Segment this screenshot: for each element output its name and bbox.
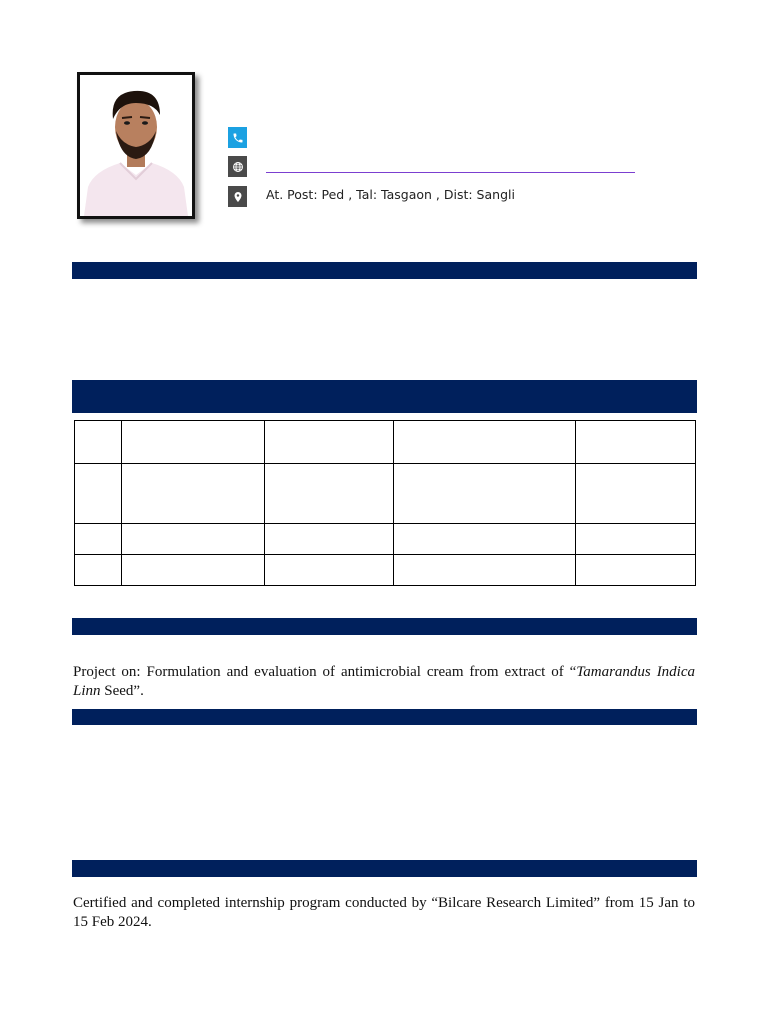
table-cell [75, 524, 122, 555]
phone-icon [228, 127, 247, 148]
section-header-bar-3 [72, 618, 697, 635]
project-prefix: Project on: Formulation and evaluation of antimicrobial cream from extract of “ [73, 664, 577, 680]
table-cell [122, 421, 265, 464]
table-cell [265, 555, 394, 586]
table-cell [75, 421, 122, 464]
table-cell [75, 555, 122, 586]
table-row [75, 464, 696, 524]
section-header-bar-2 [72, 380, 697, 413]
project-species: Tamarandus Indica Linn [73, 664, 696, 699]
table-cell [576, 464, 696, 524]
internship-paragraph: Certified and completed internship program conducted by “Bilcare Research Limited” from 15 Jan to 15 Feb 2024. [73, 895, 695, 930]
table-cell [75, 464, 122, 524]
table-cell [394, 421, 576, 464]
table-cell [265, 464, 394, 524]
map-pin-icon [228, 186, 247, 207]
address-text: At. Post: Ped , Tal: Tasgaon , Dist: Sangli [266, 187, 515, 202]
table-cell [265, 421, 394, 464]
profile-photo [77, 72, 195, 219]
table-cell [394, 464, 576, 524]
table-row [75, 524, 696, 555]
table-cell [265, 524, 394, 555]
section-header-bar-4 [72, 709, 697, 725]
table-cell [122, 464, 265, 524]
table-cell [122, 555, 265, 586]
website-link-underline[interactable] [266, 172, 635, 173]
person-photo-image [80, 75, 192, 216]
education-table [74, 420, 696, 586]
table-cell [576, 524, 696, 555]
project-paragraph [73, 663, 695, 701]
table-cell [576, 421, 696, 464]
table-cell [576, 555, 696, 586]
globe-icon [228, 156, 247, 177]
table-row [75, 555, 696, 586]
table-cell [394, 555, 576, 586]
section-header-bar-5 [72, 860, 697, 877]
section-header-bar-1 [72, 262, 697, 279]
project-suffix: Seed”. [100, 683, 144, 699]
table-header-row [75, 421, 696, 464]
table-cell [122, 524, 265, 555]
table-cell [394, 524, 576, 555]
